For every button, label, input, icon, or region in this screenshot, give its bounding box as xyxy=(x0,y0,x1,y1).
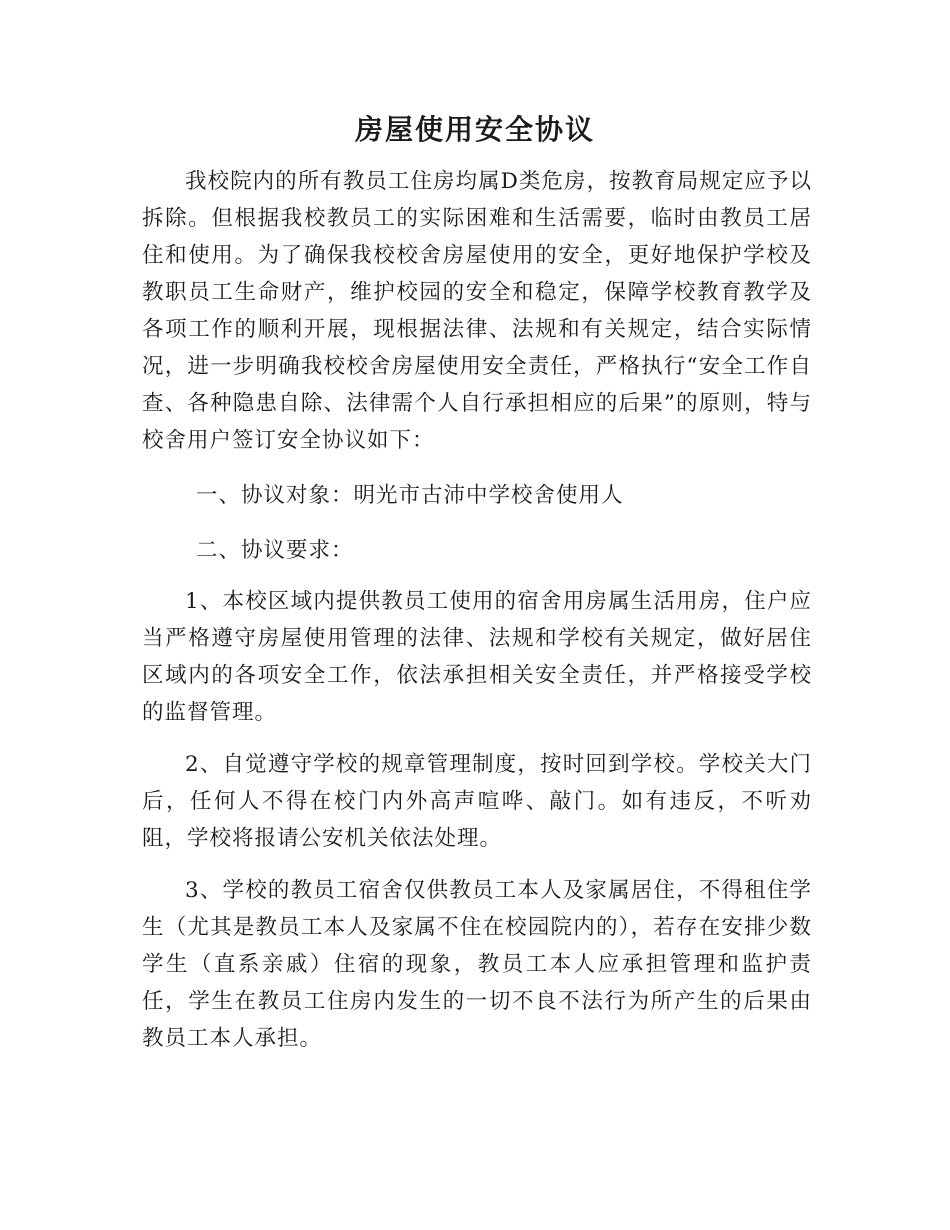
requirement-item-3: 3、学校的教员工宿舍仅供教员工本人及家属居住，不得租住学生（尤其是教员工本人及家属不住在校园院内的），若存在安排少数学生（直系亲戚）住宿的现象，教员工本人应承担管理和监护责任，学生在教员工住房内发生的一切不良不法行为所产生的后果由教员工本人承担。 xyxy=(142,878,812,1051)
intro-paragraph: 我校院内的所有教员工住房均属D类危房，按教育局规定应予以拆除。但根据我校教员工的实际困难和生活需要，临时由教员工居住和使用。为了确保我校校舍房屋使用的安全，更好地保护学校及教职员工生命财产，维护校园的安全和稳定，保障学校教育教学及各项工作的顺利开展，现根据法律、法规和有关规定，结合实际情况，进一步明确我校校舍房屋使用安全责任，严格执行“安全工作自查、各种隐患自除、法律需个人自行承担相应的后果”的原则，特与校舍用户签订安全协议如下： xyxy=(142,169,812,453)
document-title: 房屋使用安全协议 xyxy=(354,113,595,146)
requirement-item-1: 1、本校区域内提供教员工使用的宿舍用房属生活用房，住户应当严格遵守房屋使用管理的法律、法规和学校有关规定，做好居住区域内的各项安全工作，依法承担相关安全责任，并严格接受学校的监督管理。 xyxy=(142,589,812,725)
requirement-item-2: 2、自觉遵守学校的规章管理制度，按时回到学校。学校关大门后，任何人不得在校门内外高声喧哗、敲门。如有违反，不听劝阻，学校将报请公安机关依法处理。 xyxy=(142,752,812,851)
section-agreement-requirements: 二、协议要求： xyxy=(196,538,354,563)
section-agreement-object: 一、协议对象：明光市古沛中学校舍使用人 xyxy=(196,483,624,508)
